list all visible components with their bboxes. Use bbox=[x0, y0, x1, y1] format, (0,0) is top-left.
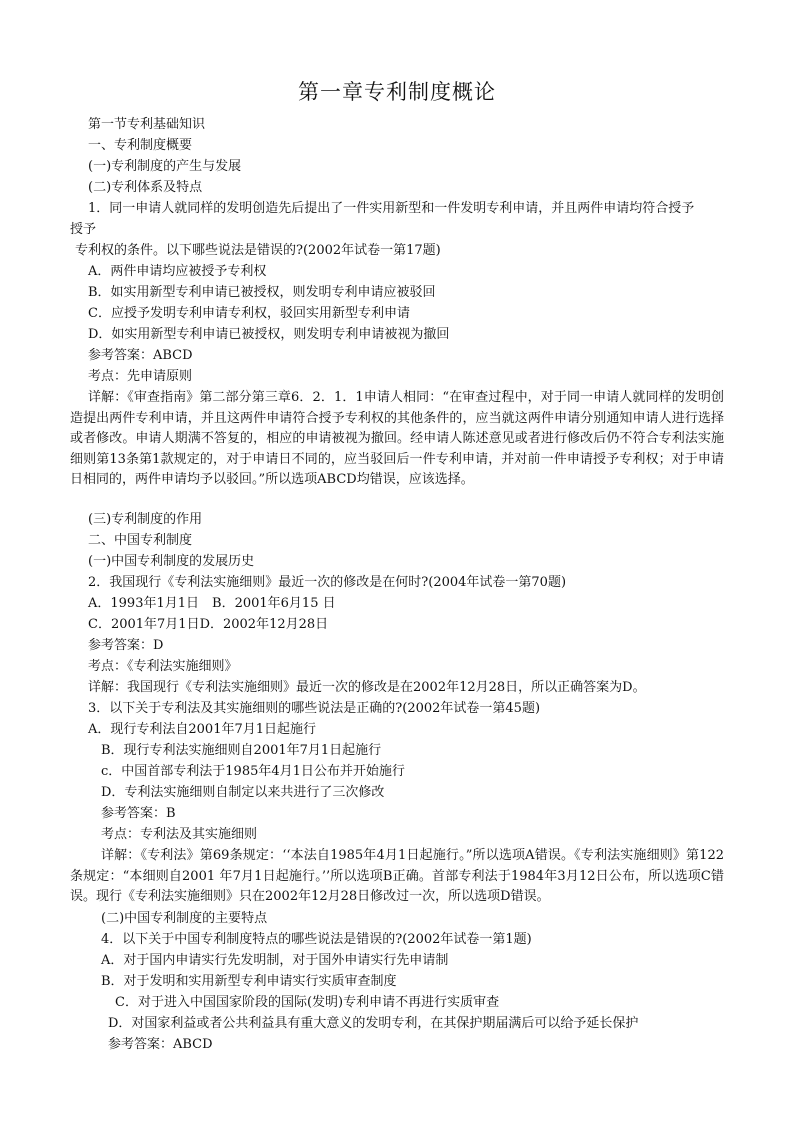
document-title: 第一章专利制度概论 bbox=[298, 80, 496, 104]
answer-option: A．对于国内申请实行先发明制，对于国外申请实行先申请制 bbox=[101, 953, 449, 968]
subsection-heading: (一)专利制度的产生与发展 bbox=[88, 159, 242, 174]
subsection-heading: (二)中国专利制度的主要特点 bbox=[101, 911, 268, 926]
answer-option: D．专利法实施细则自制定以来共进行了三次修改 bbox=[101, 785, 385, 800]
answer-option: C．应授予发明专利申请专利权，驳回实用新型专利申请 bbox=[88, 306, 410, 321]
subsection-heading: (三)专利制度的作用 bbox=[88, 512, 203, 527]
test-point: 考点：《专利法实施细则》 bbox=[88, 659, 238, 674]
test-point: 考点：先申请原则 bbox=[88, 369, 193, 384]
answer-option: A．现行专利法自2001年7月1日起施行 bbox=[88, 722, 317, 737]
reference-answer: 参考答案：ABCD bbox=[88, 348, 193, 363]
question-text: 4．以下关于中国专利制度特点的哪些说法是错误的?(2002年试卷一第1题) bbox=[101, 932, 532, 947]
answer-option: B．现行专利法实施细则自2001年7月1日起施行 bbox=[101, 743, 382, 758]
question-text: 1．同一申请人就同样的发明创造先后提出了一件实用新型和一件发明专利申请，并且两件申请均符合授予 bbox=[88, 201, 695, 216]
answer-option: C．对于进入中国国家阶段的国际(发明)专利申请不再进行实质审查 bbox=[115, 995, 500, 1010]
explanation-paragraph: 详解：《专利法》第69条规定：‘‘本法自1985年4月1日起施行。”所以选项A错误。《专利法实施细则》第122条规定：“本细则自2001 年7月1日起施行。’’所以选项B正确。首部专利法于1984年3月12日公布，所以选项C错误。现行《专利法实施细则》只在2002年12月28日修改过一次，所以选项D错误。 bbox=[70, 848, 724, 904]
reference-answer: 参考答案：B bbox=[101, 806, 176, 821]
question-text: 2．我国现行《专利法实施细则》最近一次的修改是在何时?(2004年试卷一第70题) bbox=[88, 575, 567, 590]
answer-option: B．对于发明和实用新型专利申请实行实质审查制度 bbox=[101, 974, 397, 989]
test-point: 考点：专利法及其实施细则 bbox=[101, 827, 258, 842]
question-text: 专利权的条件。以下哪些说法是错误的?(2002年试卷一第17题) bbox=[75, 243, 441, 258]
subsection-heading: 一、专利制度概要 bbox=[88, 138, 193, 153]
answer-option: A．两件申请均应被授予专利权 bbox=[88, 264, 267, 279]
reference-answer: 参考答案：D bbox=[88, 638, 164, 653]
question-text: 授予 bbox=[70, 222, 97, 237]
subsection-heading: (二)专利体系及特点 bbox=[88, 180, 203, 195]
answer-option: B．如实用新型专利申请已被授权，则发明专利申请应被驳回 bbox=[88, 285, 436, 300]
subsection-heading: (一)中国专利制度的发展历史 bbox=[88, 554, 255, 569]
section-heading: 第一节专利基础知识 bbox=[88, 117, 206, 132]
answer-option: D．对国家利益或者公共利益具有重大意义的发明专利，在其保护期届满后可以给予延长保护 bbox=[108, 1016, 639, 1031]
answer-option: A．1993年1月1日 B．2001年6月15 日 bbox=[88, 596, 336, 611]
reference-answer: 参考答案：ABCD bbox=[108, 1037, 213, 1052]
answer-option: C．2001年7月1日D．2002年12月28日 bbox=[88, 617, 329, 632]
explanation-paragraph: 详解：《审查指南》第二部分第三章6．2．1．1申请人相同：“在审查过程中，对于同一申请人就同样的发明创造提出两件专利申请，并且这两件申请符合授予专利权的其他条件的，应当就这两件申请分别通知申请人进行选择或者修改。申请人期满不答复的，相应的申请被视为撤回。经申请人陈述意见或者进行修改后仍不符合专利法实施细则第13条第1款规定的，对于申请日不同的，应当驳回后一件专利申请，并对前一件申请授予专利权；对于申请日相同的，两件申请均予以驳回。”所以选项ABCD均错误，应该选择。 bbox=[70, 390, 724, 487]
explanation-paragraph: 详解：我国现行《专利法实施细则》最近一次的修改是在2002年12月28日，所以正确答案为D。 bbox=[88, 680, 646, 695]
answer-option: D．如实用新型专利申请已被授权，则发明专利申请被视为撤回 bbox=[88, 327, 450, 342]
answer-option: c．中国首部专利法于1985年4月1日公布并开始施行 bbox=[101, 764, 405, 779]
question-text: 3．以下关于专利法及其实施细则的哪些说法是正确的?(2002年试卷一第45题) bbox=[88, 701, 541, 716]
subsection-heading: 二、中国专利制度 bbox=[88, 533, 193, 548]
